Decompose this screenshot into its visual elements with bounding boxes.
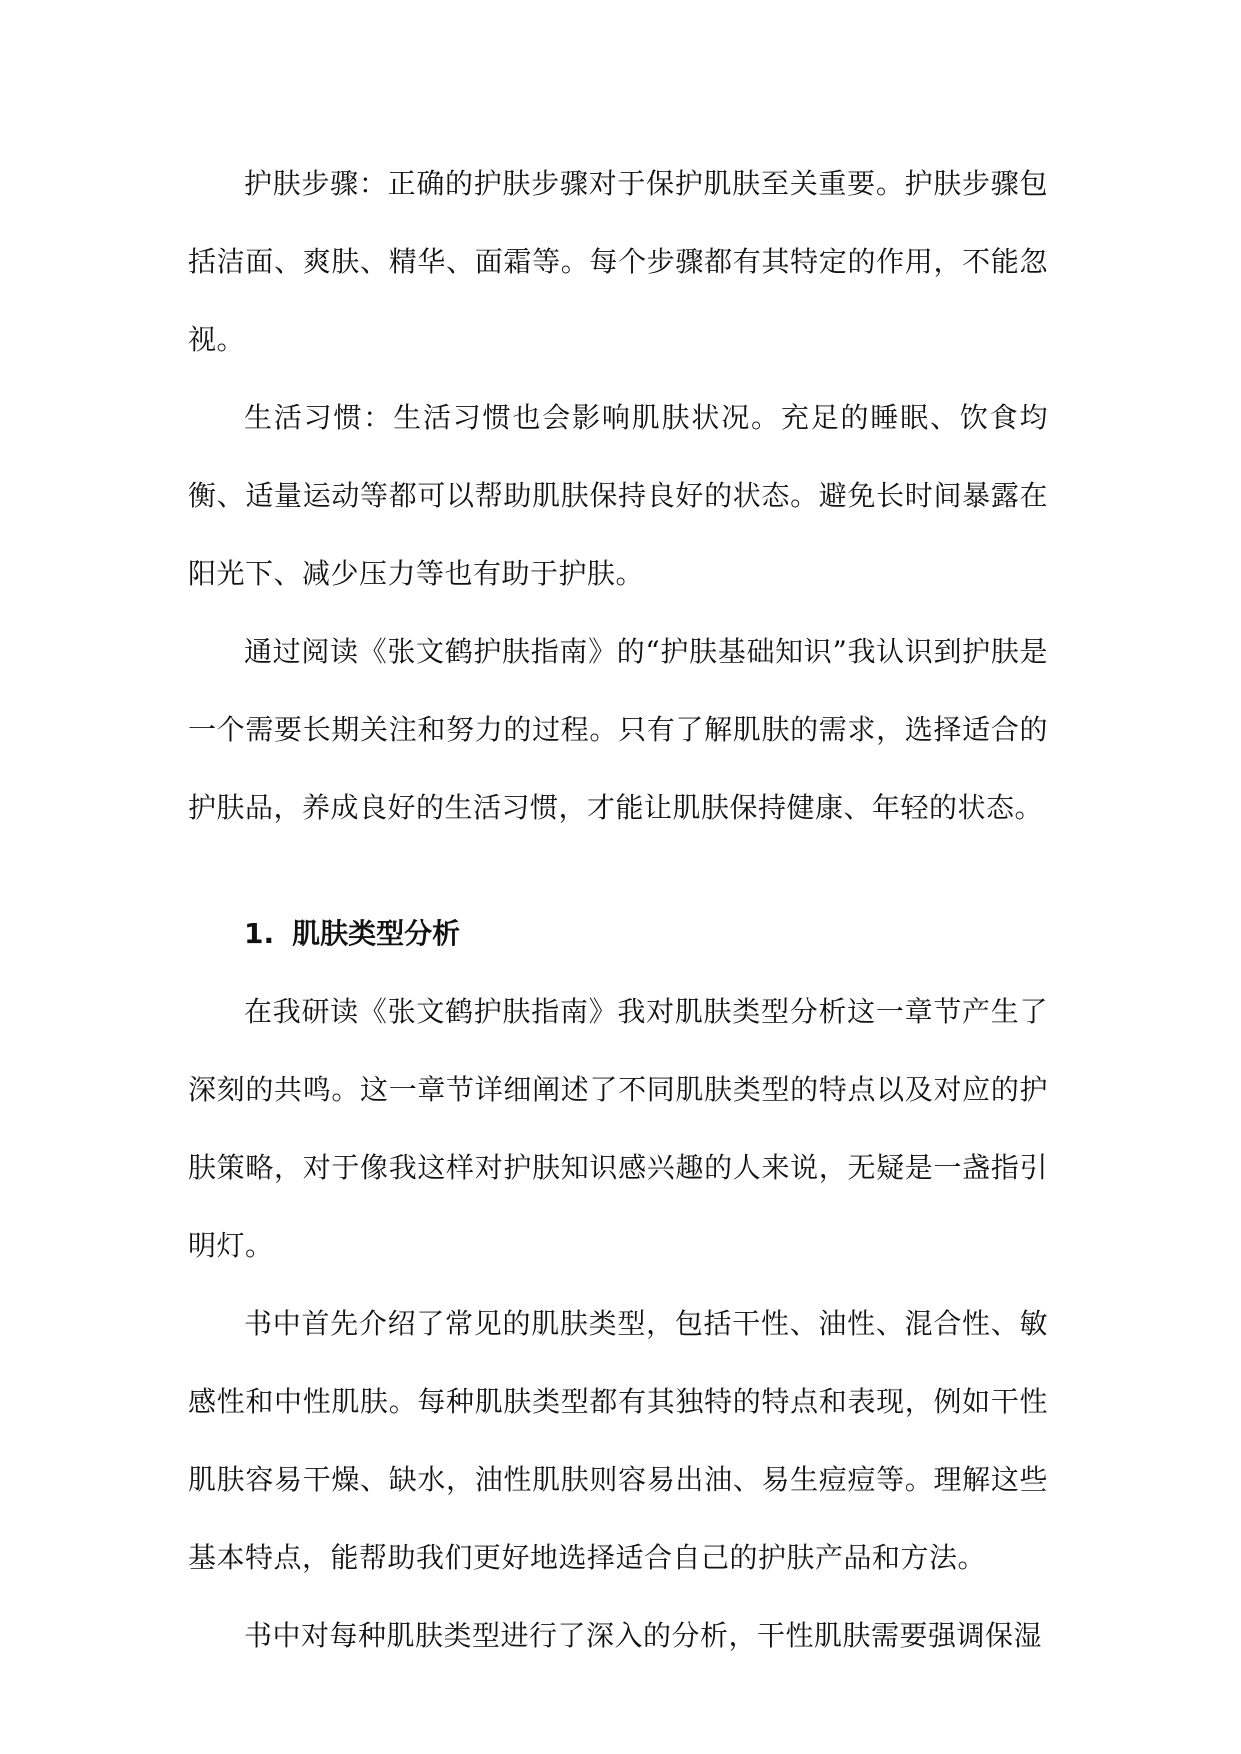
section-heading (188, 895, 1048, 973)
paragraph-reading-summary: 通过阅读《张文鹤护肤指南》的“护肤基础知识”我认识到护肤是一个需要长期关注和努力的过程。只有了解肌肤的需求，选择适合的护肤品，养成良好的生活习惯，才能让肌肤保持健康、年轻的状态。 (188, 635, 1048, 824)
section-title: 肌肤类型分析 (292, 917, 461, 950)
paragraph-skin-types-intro: 书中首先介绍了常见的肌肤类型，包括干性、油性、混合性、敏感性和中性肌肤。每种肌肤类型都有其独特的特点和表现，例如干性肌肤容易干燥、缺水，油性肌肤则容易出油、易生痘痘等。理解这些基本特点，能帮助我们更好地选择适合自己的护肤产品和方法。 (188, 1307, 1048, 1574)
section-number: 1. (244, 917, 275, 950)
paragraph-skin-types-analysis: 书中对每种肌肤类型进行了深入的分析，干性肌肤需要强调保湿 (244, 1619, 1043, 1652)
paragraph-lifestyle-habits: 生活习惯：生活习惯也会影响肌肤状况。充足的睡眠、饮食均衡、适量运动等都可以帮助肌肤保持良好的状态。避免长时间暴露在阳光下、减少压力等也有助于护肤。 (188, 401, 1048, 590)
paragraph-chapter-resonance: 在我研读《张文鹤护肤指南》我对肌肤类型分析这一章节产生了深刻的共鸣。这一章节详细阐述了不同肌肤类型的特点以及对应的护肤策略，对于像我这样对护肤知识感兴趣的人来说，无疑是一盏指引明灯。 (188, 995, 1048, 1262)
paragraph-skincare-steps: 护肤步骤：正确的护肤步骤对于保护肌肤至关重要。护肤步骤包括洁面、爽肤、精华、面霜等。每个步骤都有其特定的作用，不能忽视。 (188, 167, 1048, 356)
document-body (188, 145, 1048, 1675)
